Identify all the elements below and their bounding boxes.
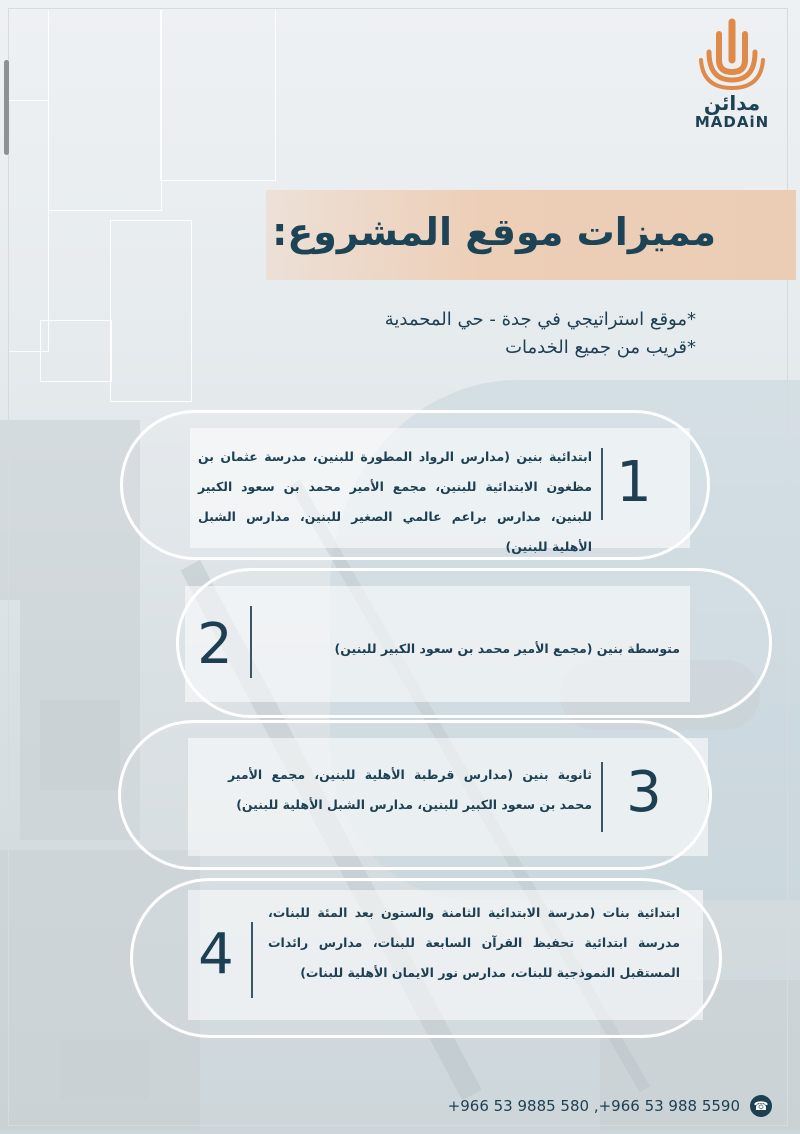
card-number: 1 [616,450,652,515]
brand-name-arabic: مدائن [703,91,761,115]
phone-numbers[interactable]: +966 53 9885 580 ,+966 53 988 5590 [447,1097,740,1115]
intro-item: *موقع استراتيجي في جدة - حي المحمدية [384,309,696,330]
card-divider [601,762,603,832]
card-number: 2 [197,612,233,677]
card-divider [251,922,253,998]
card-text: ابتدائية بنات (مدرسة الابتدائية الثامنة والستون بعد المئة للبنات، مدرسة ابتدائية تحفيظ القرآن السابعة للبنات، مدارس رائدات المستقبل النموذجية للبنات، مدارس نور الايمان الأهلية للبنات) [268,905,680,980]
card-number: 4 [198,922,234,987]
card-divider [250,606,252,678]
intro-item: *قريب من جميع الخدمات [505,337,696,358]
card-text: متوسطة بنين (مجمع الأمير محمد بن سعود الكبير للبنين) [334,641,680,656]
page-title: مميزات موقع المشروع: [272,210,716,254]
madain-logo [692,18,772,130]
scrollbar[interactable] [4,60,9,155]
brand-name-english: MADAiN [694,113,770,131]
logo-icon [699,18,765,90]
contact-bar [448,1094,772,1118]
phone-icon: ☎ [750,1095,772,1117]
card-divider [601,448,603,520]
card-text: ثانوية بنين (مدارس قرطبة الأهلية للبنين، مجمع الأمير محمد بن سعود الكبير للبنين، مدارس الشبل الأهلية للبنين) [228,767,592,812]
card-text: ابتدائية بنين (مدارس الرواد المطورة للبنين، مدرسة عثمان بن مظغون الابتدائية للبنين، مجمع الأمير محمد بن سعود الكبير للبنين، مدارس براعم عالمي الصغير للبنين، مدارس الشبل الأهلية للبنين) [198,449,592,554]
intro-list [276,306,696,362]
card-number: 3 [626,760,662,825]
